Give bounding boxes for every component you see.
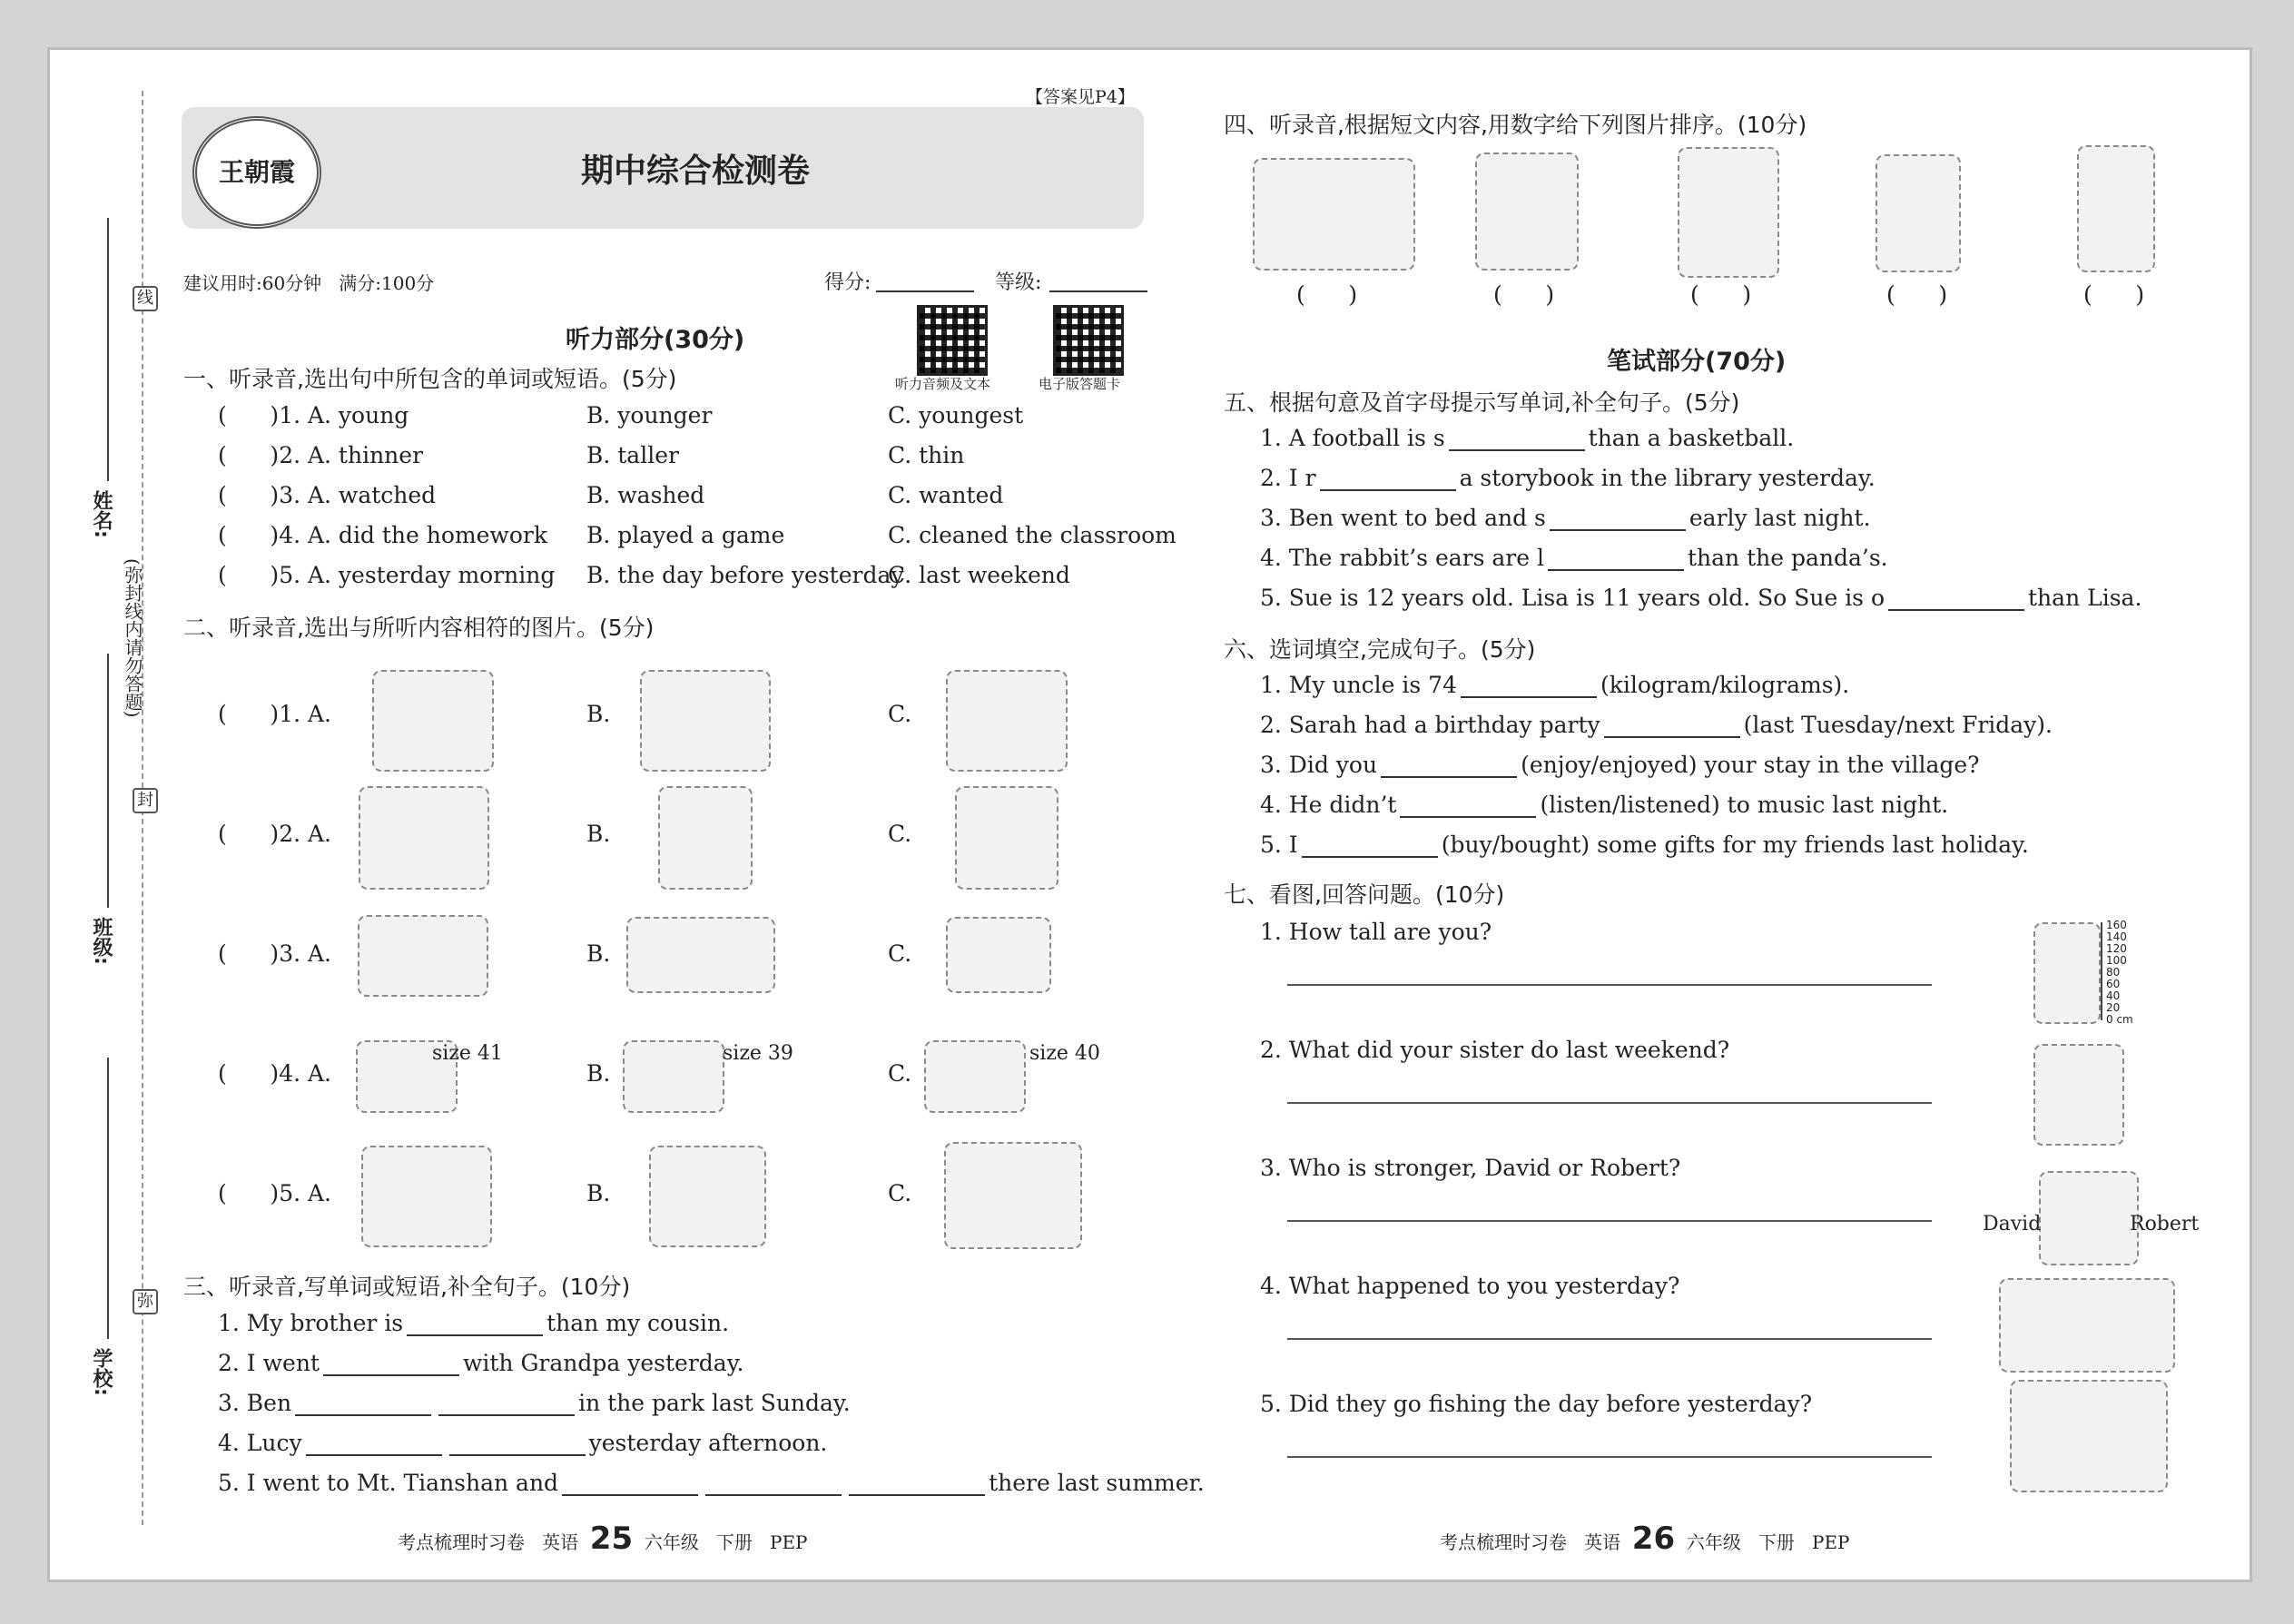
s2-row-5-label: ( )5. A. bbox=[218, 1180, 331, 1206]
s7-picture-3-boys bbox=[2039, 1171, 2139, 1265]
binding-note: (弥封线内请勿答题) bbox=[122, 558, 143, 718]
ruler-tick-80: 80 bbox=[2106, 966, 2121, 979]
s6-item-4-text: 4. He didn’t bbox=[1260, 792, 1397, 818]
s4-paren-5: ( ) bbox=[2083, 281, 2145, 308]
footer-right-grade: 六年级 bbox=[1686, 1531, 1741, 1553]
s6-item-2-text: 2. Sarah had a birthday party bbox=[1260, 712, 1600, 738]
s2-row-1-picture-c bbox=[946, 670, 1068, 772]
footer-left-subject: 英语 bbox=[542, 1531, 579, 1553]
s1-item-1-a: ( )1. A. young bbox=[218, 402, 409, 428]
section-3-title: 三、听录音,写单词或短语,补全句子。(10分) bbox=[183, 1274, 631, 1300]
s3-item-5-blank-1[interactable] bbox=[562, 1471, 698, 1496]
footer-right-page: 26 bbox=[1631, 1521, 1676, 1557]
s2-row-5-picture-a bbox=[361, 1146, 492, 1247]
label-robert: Robert bbox=[2130, 1213, 2200, 1235]
s3-item-5-tail: there last summer. bbox=[989, 1470, 1205, 1496]
binding-mark-line: 线 bbox=[133, 286, 158, 311]
s6-item-1-tail: (kilogram/kilograms). bbox=[1600, 672, 1850, 698]
publisher-logo bbox=[192, 116, 321, 229]
ruler-tick-160: 160 bbox=[2106, 919, 2127, 931]
s3-item-5 bbox=[218, 1470, 1205, 1496]
s2-row-2-b: B. bbox=[586, 821, 611, 847]
s3-item-4-blank-1[interactable] bbox=[306, 1431, 442, 1456]
school-label: 学校: bbox=[90, 1348, 113, 1396]
s1-item-3-b: B. washed bbox=[586, 482, 705, 508]
score-field[interactable] bbox=[876, 290, 974, 292]
section-7-title: 七、看图,回答问题。(10分) bbox=[1224, 881, 1505, 908]
footer-right-edition: PEP bbox=[1812, 1531, 1850, 1553]
s3-item-2-blank[interactable] bbox=[323, 1351, 459, 1376]
s2-row-5-picture-b bbox=[649, 1146, 766, 1247]
s6-item-3-tail: (enjoy/enjoyed) your stay in the village? bbox=[1521, 752, 1980, 778]
s3-item-4-tail: yesterday afternoon. bbox=[588, 1430, 828, 1456]
s1-item-2-c: C. thin bbox=[888, 442, 965, 468]
ruler-tick-0: 0 cm bbox=[2106, 1013, 2133, 1026]
name-label: 姓名: bbox=[90, 490, 113, 538]
s7-answer-line-5[interactable] bbox=[1287, 1456, 1932, 1458]
s3-item-3-text: 3. Ben bbox=[218, 1390, 292, 1416]
s7-question-4: 4. What happened to you yesterday? bbox=[1260, 1273, 1680, 1299]
s2-row-4-picture-c bbox=[924, 1040, 1026, 1113]
s6-item-3-blank[interactable] bbox=[1381, 753, 1517, 778]
section-1-title: 一、听录音,选出句中所包含的单词或短语。(5分) bbox=[183, 366, 677, 392]
s5-item-3-blank[interactable] bbox=[1550, 506, 1686, 531]
s2-row-3-c: C. bbox=[888, 940, 912, 967]
s5-item-1-blank[interactable] bbox=[1449, 426, 1585, 451]
s1-item-5-c: C. last weekend bbox=[888, 562, 1070, 588]
s6-item-4-blank[interactable] bbox=[1400, 792, 1536, 818]
s5-item-5-tail: than Lisa. bbox=[2028, 585, 2142, 611]
s3-item-5-blank-3[interactable] bbox=[849, 1471, 985, 1496]
ruler-tick-120: 120 bbox=[2106, 942, 2127, 955]
s1-item-2-a: ( )2. A. thinner bbox=[218, 442, 424, 468]
s3-item-5-blank-2[interactable] bbox=[705, 1471, 842, 1496]
class-label: 班级: bbox=[90, 917, 113, 965]
s6-item-3-text: 3. Did you bbox=[1260, 752, 1378, 778]
s2-row-2-c: C. bbox=[888, 821, 912, 847]
s2-row-3-picture-a bbox=[358, 915, 488, 997]
s7-question-3: 3. Who is stronger, David or Robert? bbox=[1260, 1155, 1681, 1181]
s5-item-3 bbox=[1260, 505, 1871, 531]
s6-item-3 bbox=[1260, 752, 1980, 778]
s6-item-4-tail: (listen/listened) to music last night. bbox=[1540, 792, 1949, 818]
s3-item-3-tail: in the park last Sunday. bbox=[578, 1390, 851, 1416]
s5-item-4-text: 4. The rabbit’s ears are l bbox=[1260, 545, 1544, 571]
s5-item-4 bbox=[1260, 545, 1888, 571]
s2-row-3-label: ( )3. A. bbox=[218, 940, 331, 967]
binding-mark-seal: 封 bbox=[133, 788, 158, 813]
s1-item-3-c: C. wanted bbox=[888, 482, 1004, 508]
s1-item-5-a: ( )5. A. yesterday morning bbox=[218, 562, 556, 588]
s2-row-3-picture-c bbox=[946, 917, 1051, 993]
s1-item-4-c: C. cleaned the classroom bbox=[888, 522, 1177, 548]
s4-picture-2 bbox=[1475, 153, 1579, 271]
s5-item-4-tail: than the panda’s. bbox=[1687, 545, 1888, 571]
grade-field[interactable] bbox=[1049, 290, 1147, 292]
s2-row-4-c: C. bbox=[888, 1060, 912, 1087]
s2-row-3-picture-b bbox=[626, 917, 775, 993]
s7-question-5: 5. Did they go fishing the day before yesterday? bbox=[1260, 1391, 1813, 1417]
s4-paren-1: ( ) bbox=[1296, 281, 1358, 308]
section-5-title: 五、根据句意及首字母提示写单词,补全句子。(5分) bbox=[1224, 389, 1740, 416]
ruler-tick-60: 60 bbox=[2106, 978, 2121, 990]
school-field[interactable] bbox=[107, 1058, 109, 1339]
section-6-title: 六、选词填空,完成句子。(5分) bbox=[1224, 636, 1536, 663]
footer-right bbox=[1440, 1521, 1850, 1557]
s3-item-2 bbox=[218, 1350, 743, 1376]
footer-left bbox=[398, 1521, 808, 1557]
s5-item-3-text: 3. Ben went to bed and s bbox=[1260, 505, 1546, 531]
s5-item-2-text: 2. I r bbox=[1260, 465, 1316, 491]
suggested-time: 建议用时:60分钟 满分:100分 bbox=[183, 272, 435, 294]
s7-answer-line-3[interactable] bbox=[1287, 1220, 1932, 1222]
s1-item-4-b: B. played a game bbox=[586, 522, 785, 548]
s6-item-5 bbox=[1260, 832, 2029, 858]
footer-left-series: 考点梳理时习卷 bbox=[398, 1531, 525, 1553]
class-field[interactable] bbox=[107, 654, 109, 908]
s5-item-2 bbox=[1260, 465, 1876, 491]
s6-item-5-text: 5. I bbox=[1260, 832, 1298, 858]
page-title: 期中综合检测卷 bbox=[581, 153, 811, 190]
s2-row-2-label: ( )2. A. bbox=[218, 821, 331, 847]
answer-sheet-qr-code[interactable] bbox=[1053, 305, 1124, 376]
s5-item-5-blank[interactable] bbox=[1888, 586, 2024, 611]
s2-row-1-picture-a bbox=[372, 670, 494, 772]
s2-row-4-label: ( )4. A. bbox=[218, 1060, 331, 1087]
s5-item-2-tail: a storybook in the library yesterday. bbox=[1459, 465, 1876, 491]
s2-row-2-picture-c bbox=[955, 786, 1058, 890]
s7-picture-4-bike-fall bbox=[1999, 1278, 2175, 1373]
s2-row-1-b: B. bbox=[586, 701, 611, 727]
s2-row-5-c: C. bbox=[888, 1180, 912, 1206]
s3-item-4-text: 4. Lucy bbox=[218, 1430, 302, 1456]
s6-item-5-tail: (buy/bought) some gifts for my friends last holiday. bbox=[1441, 832, 2029, 858]
s4-picture-3 bbox=[1678, 147, 1779, 278]
s5-item-1-text: 1. A football is s bbox=[1260, 425, 1445, 451]
footer-left-term: 下册 bbox=[715, 1531, 753, 1553]
listening-heading: 听力部分(30分) bbox=[566, 326, 745, 354]
s3-item-4 bbox=[218, 1430, 827, 1456]
answer-reference: 【答案见P4】 bbox=[1026, 87, 1135, 107]
s2-row-5-b: B. bbox=[586, 1180, 611, 1206]
s1-item-5-b: B. the day before yesterday bbox=[586, 562, 904, 588]
s5-item-5-text: 5. Sue is 12 years old. Lisa is 11 years old. So Sue is o bbox=[1260, 585, 1885, 611]
ruler-tick-100: 100 bbox=[2106, 954, 2127, 967]
s4-paren-4: ( ) bbox=[1886, 281, 1948, 308]
s6-item-1-blank[interactable] bbox=[1461, 673, 1597, 698]
s3-item-1-tail: than my cousin. bbox=[546, 1310, 730, 1336]
s2-row-4-b: B. bbox=[586, 1060, 611, 1087]
s6-item-2-blank[interactable] bbox=[1604, 713, 1740, 738]
s5-item-1 bbox=[1260, 425, 1794, 451]
s6-item-1 bbox=[1260, 672, 1849, 698]
section-4-title: 四、听录音,根据短文内容,用数字给下列图片排序。(10分) bbox=[1224, 112, 1807, 138]
s3-item-1-text: 1. My brother is bbox=[218, 1310, 404, 1336]
grade-label: 等级: bbox=[995, 271, 1042, 294]
s4-picture-5 bbox=[2077, 145, 2155, 272]
answer-sheet-qr-caption: 电子版答题卡 bbox=[1039, 376, 1121, 392]
height-ruler bbox=[2101, 922, 2102, 1020]
s7-picture-1-boy bbox=[2033, 922, 2101, 1024]
s2-row-3-b: B. bbox=[586, 940, 611, 967]
s7-answer-line-2[interactable] bbox=[1287, 1102, 1932, 1104]
s5-item-5 bbox=[1260, 585, 2141, 611]
footer-right-series: 考点梳理时习卷 bbox=[1440, 1531, 1567, 1553]
s6-item-2 bbox=[1260, 712, 2053, 738]
s2-row-1-picture-b bbox=[640, 670, 771, 772]
s3-item-3-blank-1[interactable] bbox=[295, 1391, 431, 1416]
s3-item-3 bbox=[218, 1390, 851, 1416]
s7-picture-5-boat bbox=[2010, 1380, 2168, 1492]
s2-row-4-size-c: size 40 bbox=[1029, 1042, 1100, 1065]
ruler-tick-20: 20 bbox=[2106, 1001, 2121, 1014]
writing-heading: 笔试部分(70分) bbox=[1607, 348, 1787, 376]
ruler-tick-40: 40 bbox=[2106, 989, 2121, 1002]
s6-item-2-tail: (last Tuesday/next Friday). bbox=[1743, 712, 2053, 738]
s5-item-2-blank[interactable] bbox=[1320, 466, 1456, 491]
s1-item-1-b: B. younger bbox=[586, 402, 713, 428]
s6-item-1-text: 1. My uncle is 74 bbox=[1260, 672, 1457, 698]
s2-row-2-picture-a bbox=[359, 786, 489, 890]
s4-picture-4 bbox=[1876, 154, 1961, 272]
s3-item-4-blank-2[interactable] bbox=[449, 1431, 586, 1456]
ruler-tick-140: 140 bbox=[2106, 930, 2127, 943]
s2-row-4-size-b: size 39 bbox=[723, 1042, 793, 1065]
audio-qr-caption: 听力音频及文本 bbox=[895, 376, 991, 392]
s2-row-1-label: ( )1. A. bbox=[218, 701, 331, 727]
s5-item-4-blank[interactable] bbox=[1548, 546, 1684, 571]
s7-answer-line-4[interactable] bbox=[1287, 1338, 1932, 1340]
s6-item-5-blank[interactable] bbox=[1302, 832, 1438, 858]
s3-item-2-tail: with Grandpa yesterday. bbox=[462, 1350, 744, 1376]
s2-row-2-picture-b bbox=[658, 786, 753, 890]
s4-picture-1 bbox=[1253, 158, 1415, 271]
s7-question-2: 2. What did your sister do last weekend? bbox=[1260, 1037, 1730, 1063]
s3-item-3-blank-2[interactable] bbox=[438, 1391, 575, 1416]
s7-picture-2-girl-reading bbox=[2033, 1044, 2124, 1146]
s3-item-1-blank[interactable] bbox=[407, 1311, 543, 1336]
audio-qr-code[interactable] bbox=[917, 305, 988, 376]
footer-right-subject: 英语 bbox=[1584, 1531, 1621, 1553]
logo-text: 王朝霞 bbox=[218, 157, 295, 187]
s2-row-4-picture-b bbox=[623, 1040, 724, 1113]
s7-question-1: 1. How tall are you? bbox=[1260, 919, 1492, 945]
label-david: David bbox=[1983, 1213, 2042, 1235]
s4-paren-3: ( ) bbox=[1690, 281, 1752, 308]
s6-item-4 bbox=[1260, 792, 1948, 818]
footer-left-page: 25 bbox=[589, 1521, 634, 1557]
score-label: 得分: bbox=[824, 271, 871, 294]
footer-left-grade: 六年级 bbox=[644, 1531, 699, 1553]
s3-item-2-text: 2. I went bbox=[218, 1350, 320, 1376]
s3-item-1 bbox=[218, 1310, 729, 1336]
s1-item-3-a: ( )3. A. watched bbox=[218, 482, 437, 508]
s1-item-2-b: B. taller bbox=[586, 442, 679, 468]
s2-row-5-picture-c bbox=[944, 1142, 1082, 1249]
s2-row-1-c: C. bbox=[888, 701, 912, 727]
s1-item-1-c: C. youngest bbox=[888, 402, 1024, 428]
s1-item-4-a: ( )4. A. did the homework bbox=[218, 522, 547, 548]
section-2-title: 二、听录音,选出与所听内容相符的图片。(5分) bbox=[183, 615, 655, 641]
s3-item-5-text: 5. I went to Mt. Tianshan and bbox=[218, 1470, 559, 1496]
s5-item-1-tail: than a basketball. bbox=[1588, 425, 1795, 451]
footer-right-term: 下册 bbox=[1757, 1531, 1795, 1553]
name-field[interactable] bbox=[107, 218, 109, 481]
s4-paren-2: ( ) bbox=[1493, 281, 1555, 308]
s2-row-4-size-a: size 41 bbox=[432, 1042, 503, 1065]
binding-mark-secret: 弥 bbox=[133, 1289, 158, 1314]
footer-left-edition: PEP bbox=[770, 1531, 808, 1553]
s7-answer-line-1[interactable] bbox=[1287, 984, 1932, 986]
s5-item-3-tail: early last night. bbox=[1689, 505, 1871, 531]
